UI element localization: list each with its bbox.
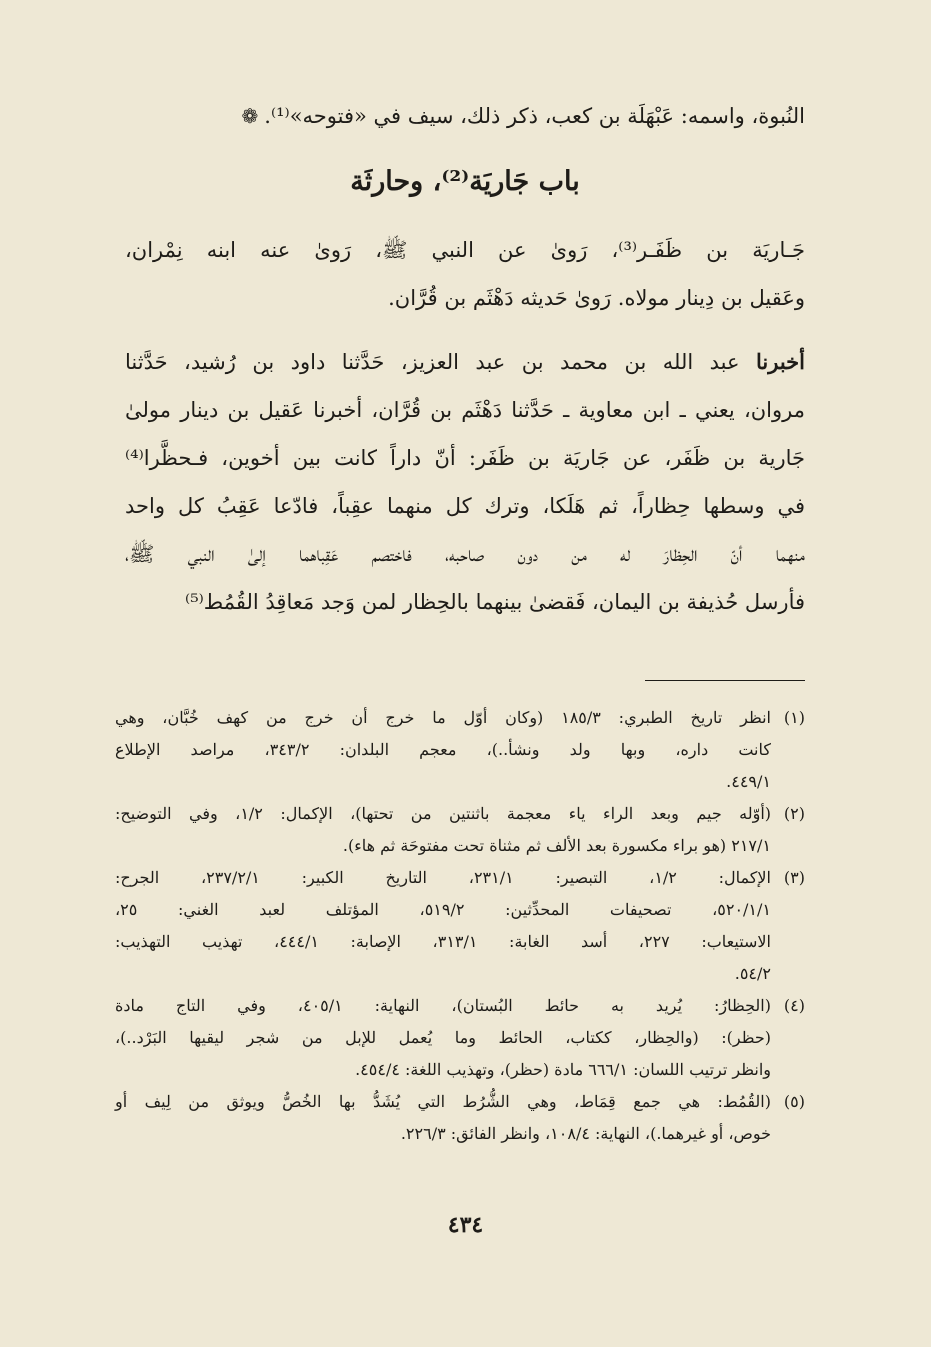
footnote-line: انظر تاريخ الطبري: ١٨٥/٣ (وكان أوّل ما خرج أن خرج من كهف خُبَّان، وهي xyxy=(115,708,771,727)
section-end-mark: ❁ xyxy=(241,104,259,128)
footnote-line: (الحِظارُ: يُريد به حائط البُستان)، النهاية: ٤٠٥/١، وفي التاج مادة xyxy=(115,996,771,1015)
footnote-line: ٤٤٩/١. xyxy=(726,772,771,791)
footnotes xyxy=(115,702,805,1150)
footnote-body xyxy=(115,990,771,1086)
footnote-line: كانت داره، وبها ولد ونشأ..)، معجم البلدان: ٣٤٣/٢، مراصد الإطلاع xyxy=(115,740,771,759)
footnote-2 xyxy=(115,798,805,862)
footnote-number: (٣) xyxy=(783,868,805,887)
text-line: مروان، يعني ـ ابن معاوية ـ حَدَّثنا دَهْثَم بن قُرَّان، أخبرنا عَقيل بن دينار مولىٰ xyxy=(125,398,805,422)
continuation-line xyxy=(125,92,805,140)
footnote-1 xyxy=(115,702,805,798)
hadith-first-line: عبد الله بن محمد بن عبد العزيز، حَدَّثنا داود بن رُشيد، حَدَّثنا xyxy=(125,350,740,374)
footnote-line: الإكمال: ١/٢، التبصير: ٢٣١/١، التاريخ الكبير: ٢٣٧/٢/١، الجرح: xyxy=(115,868,771,887)
footnote-line: (القُمُط: هي جمع قِمَاط، وهي الشُّرُط التي يُشَدُّ بها الخُصُّ ويوثق من لِيف أو xyxy=(115,1092,771,1111)
text-line: وعَقيل بن دِينار مولاه. رَوىٰ حَديثه دَهْثَم بن قُرَّان. xyxy=(388,286,805,310)
text-line: في وسطها حِظاراً، ثم هَلَكا، وترك كل منهما عقِباً، فادّعا عَقِبُ كل واحد xyxy=(125,494,805,518)
footnote-number: (٢) xyxy=(783,804,805,823)
footnote-number: (٥) xyxy=(783,1092,805,1111)
main-text xyxy=(125,92,805,642)
footnote-line: الاستيعاب: ٢٢٧، أسد الغابة: ٣١٣/١، الإصابة: ٤٤٤/١، تهذيب التهذيب: xyxy=(115,932,772,951)
footnote-separator xyxy=(645,680,805,681)
paragraph-hadith xyxy=(125,338,805,626)
footnote-5 xyxy=(115,1086,805,1150)
chapter-heading: باب جَاريَة⁽²⁾، وحارثَة xyxy=(350,166,580,197)
text-line xyxy=(125,338,805,386)
hadith-lead-word: أخبرنا xyxy=(756,349,805,374)
footnote-body xyxy=(115,1086,771,1150)
footnote-body xyxy=(115,702,771,798)
footnote-number: (٤) xyxy=(783,996,805,1015)
page-number: ٤٣٤ xyxy=(447,1212,484,1238)
footnote-line: ٢١٧/١ (هو براء مكسورة بعد الألف ثم مثناة تحت مفتوحَة ثم هاء). xyxy=(342,836,771,855)
paragraph-biography xyxy=(125,226,805,322)
footnote-line: (أوّله جيم وبعد الراء ياء معجمة باثنتين من تحتها)، الإكمال: ١/٢، وفي التوضيح: xyxy=(115,804,772,823)
footnote-line: ٥٤/٢. xyxy=(734,964,771,983)
footnote-number: (١) xyxy=(783,708,805,727)
text-line: جَارية بن ظَفَر، عن جَاريَة بن ظَفَر: أنّ داراً كانت بين أخوين، فـحظَّرا⁽⁴⁾ xyxy=(125,446,805,470)
text-line: فأرسل حُذيفة بن اليمان، فَقضىٰ بينهما بالحِظار لمن وَجد مَعاقِدُ القُمُط⁽⁵⁾ xyxy=(185,590,805,614)
text-line: منهما أنّ الحِظارَ له من دون صاحبه، فاختصم عَقِباهما إلىٰ النبي ﷺ، xyxy=(125,542,805,566)
footnote-line: (حظر): (والحِظار، ككتاب، الحائط وما يُعمل للإبل من شجر ليقيها البَرْد..)، xyxy=(115,1028,771,1047)
footnote-line: ٥٢٠/١/١، تصحيفات المحدِّثين: ٥١٩/٢، المؤتلف لعبد الغني: ٢٥، xyxy=(115,900,771,919)
continuation-text: النُبوة، واسمه: عَبْهَلَة بن كعب، ذكر ذلك، سيف في «فتوحه»⁽¹⁾. xyxy=(264,104,805,128)
footnote-3 xyxy=(115,862,805,990)
footnote-line: وانظر ترتيب اللسان: ٦٦٦/١ مادة (حظر)، وتهذيب اللغة: ٤٥٤/٤. xyxy=(355,1060,771,1079)
footnote-line: خوص، أو غيرهما.)، النهاية: ١٠٨/٤، وانظر الفائق: ٢٢٦/٣. xyxy=(400,1124,771,1143)
footnote-body xyxy=(115,862,771,990)
footnote-4 xyxy=(115,990,805,1086)
footnote-body xyxy=(115,798,771,862)
text-line: جَـاريَة بن ظَفَـر⁽³⁾، رَوىٰ عن النبي ﷺ، رَوىٰ عنه ابنه نِمْران، xyxy=(125,238,805,262)
